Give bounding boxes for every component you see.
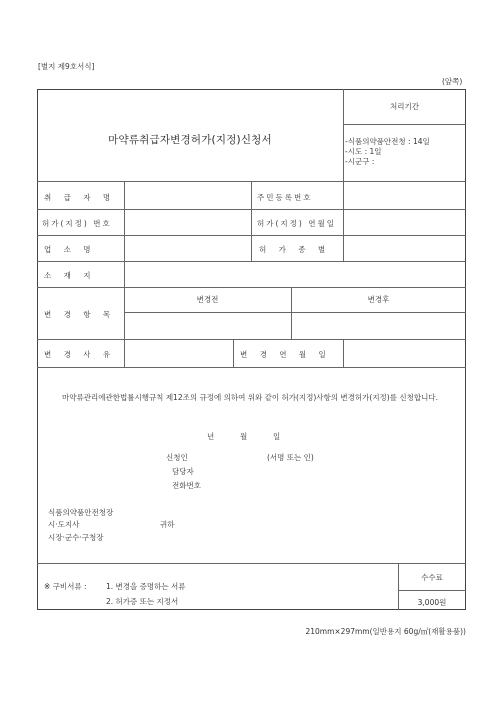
attachments-label: ※ 구비서류 : xyxy=(44,582,87,591)
declaration-text: 마약류관리에관한법률시행규칙 제12조의 규정에 의하여 위와 같이 허가(지정)사항의 변경허가(지정)를 신청합니다. xyxy=(62,393,438,402)
manager-label: 담당자 xyxy=(172,467,194,476)
form-title: 마약류취급자변경허가(지정)신청서 xyxy=(108,134,272,146)
form-reference: [별지 제9호서식] xyxy=(38,62,95,71)
applicant-label: 신청인 xyxy=(166,453,188,462)
label-change-reason: 변 경 사 유 xyxy=(44,350,116,359)
addressee-honorific: 귀하 xyxy=(160,520,175,529)
label-handler-name: 취 급 자 명 xyxy=(44,193,116,202)
label-license-number: 허가(지정) 번호 xyxy=(42,219,112,228)
fee-label: 수수료 xyxy=(421,573,443,582)
date-year: 년 xyxy=(207,432,215,441)
label-license-type: 허 가 종 별 xyxy=(259,245,331,254)
date-day: 일 xyxy=(273,432,281,441)
addressee-kfda: 식품의약품안전청장 xyxy=(48,508,114,517)
label-change-date: 변 경 연 월 일 xyxy=(240,350,331,359)
label-change-items: 변 경 항 목 xyxy=(44,310,116,319)
label-resident-number: 주민등록번호 xyxy=(257,193,313,202)
fee-amount: 3,000원 xyxy=(417,598,447,607)
processing-line-province: -시도 : 1일 xyxy=(345,147,382,156)
date-month: 월 xyxy=(240,432,248,441)
addressee-mayor: 시장·군수·구청장 xyxy=(48,533,104,542)
addressee-governor: 시·도지사 xyxy=(48,520,80,529)
label-after-change: 변경후 xyxy=(367,295,390,304)
signature-note: (서명 또는 인) xyxy=(267,453,314,462)
label-business-name: 업 소 명 xyxy=(44,245,96,254)
processing-line-city: -시군구 : xyxy=(345,157,375,166)
phone-label: 전화번호 xyxy=(172,481,201,490)
paper-spec: 210mm×297mm(일반용지 60g/㎡(재활용품)) xyxy=(305,627,466,636)
processing-line-kfda: -식품의약품안전청 : 14일 xyxy=(345,137,430,146)
attachment-item-2: 2. 허가증 또는 지정서 xyxy=(106,597,179,606)
label-location: 소 재 지 xyxy=(44,271,96,280)
label-license-date: 허가(지정) 연월일 xyxy=(257,219,336,228)
attachment-item-1: 1. 변경을 증명하는 서류 xyxy=(106,582,186,591)
front-side-label: (앞쪽) xyxy=(442,77,463,86)
processing-period-label: 처리기간 xyxy=(390,102,419,111)
label-before-change: 변경전 xyxy=(196,295,219,304)
